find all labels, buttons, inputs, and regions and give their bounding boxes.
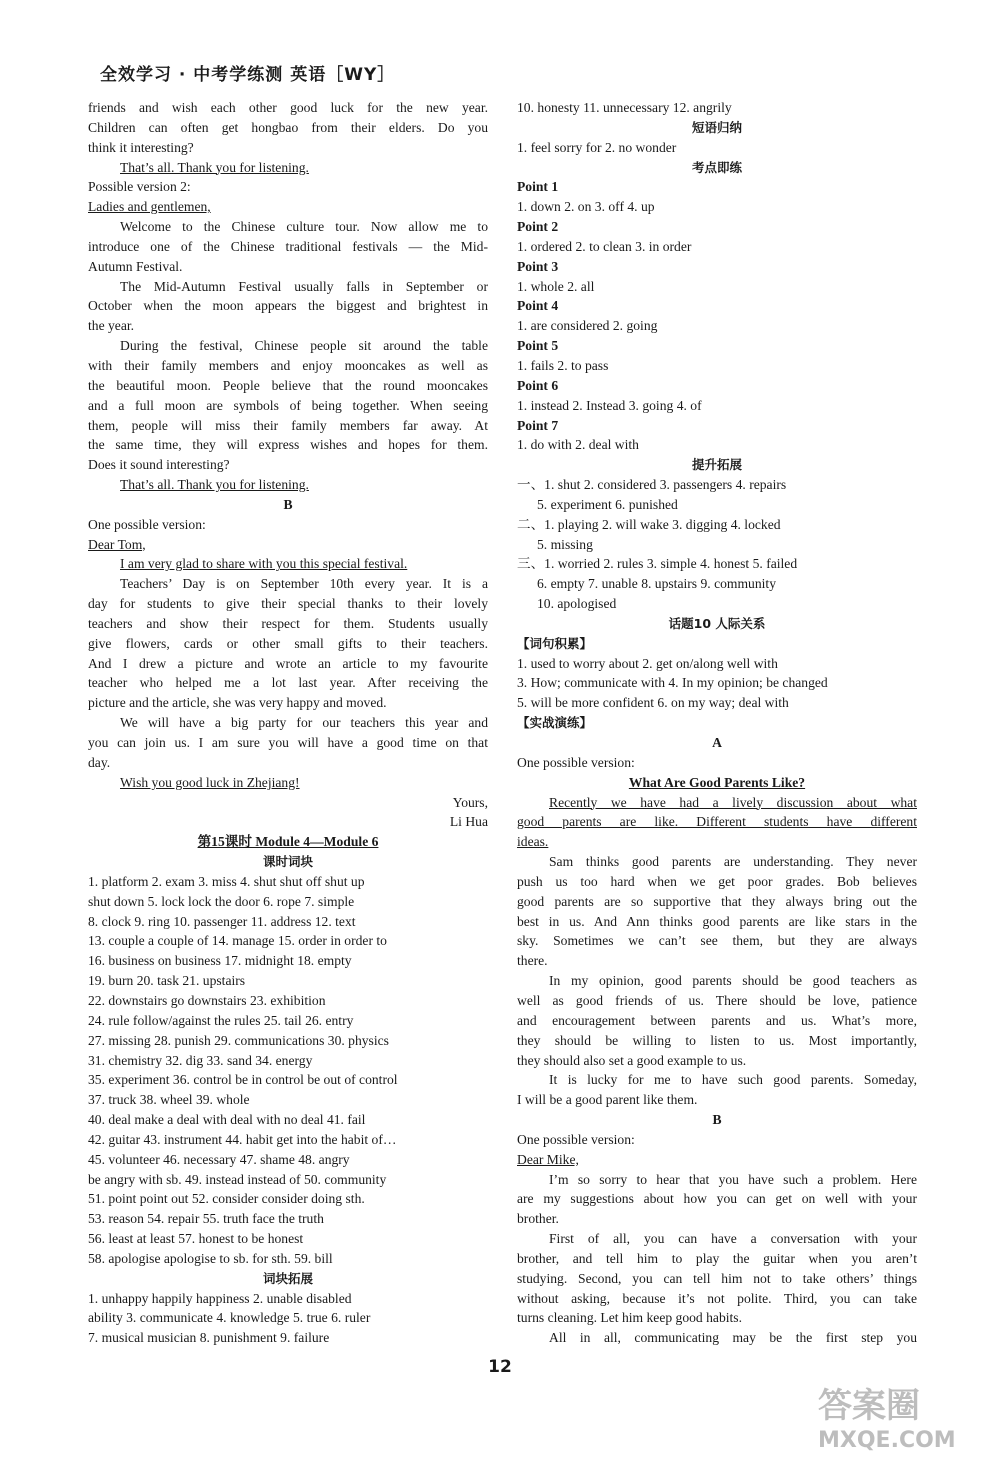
right-line: I will be a good parent like them. (517, 1092, 698, 1108)
right-line: Dear Mike, (517, 1151, 579, 1167)
left-line: Wish you good luck in Zhejiang! (120, 774, 300, 790)
left-line: day. (88, 754, 111, 770)
left-line: 19. burn 20. task 21. upstairs (88, 973, 246, 989)
right-line: I’m so sorry to hear that you have such a problem. Here (549, 1171, 917, 1187)
page-header: 全效学习 · 中考学练测 英语［WY］ (100, 65, 396, 85)
right-line: brother. (517, 1211, 559, 1227)
right-line: studying. Second, you can tell him not to take others’ things (517, 1270, 917, 1286)
left-line: them, people will miss their family members far away. At (88, 417, 488, 433)
right-line: ideas. (517, 834, 549, 850)
right-line: 1. fails 2. to pass (517, 357, 609, 373)
left-line: 22. downstairs go downstairs 23. exhibition (88, 992, 326, 1008)
left-line: 37. truck 38. wheel 39. whole (88, 1092, 250, 1108)
watermark-logo: 答案圈 (818, 1386, 920, 1426)
left-line: Children can often get hongbao from their elders. Do you (88, 119, 488, 135)
right-line: One possible version: (517, 1131, 635, 1147)
left-line: 24. rule follow/against the rules 25. tail 26. entry (88, 1012, 354, 1028)
left-line: 词块拓展 (262, 1270, 313, 1286)
right-line: without asking, because it’s not polite. Third, you can take (517, 1290, 917, 1306)
right-line: Recently we have had a lively discussion about what (549, 794, 917, 810)
right-line: Point 7 (517, 417, 559, 433)
left-line: B (283, 496, 293, 512)
right-line: 【实战演练】 (517, 715, 593, 731)
left-line: 1. platform 2. exam 3. miss 4. shut shut off shut up (88, 873, 365, 889)
right-line: push us too hard when we get poor grades. Bob believes (517, 873, 917, 889)
left-line: 35. experiment 36. control be in control be out of control (88, 1072, 398, 1088)
left-line: 58. apologise apologise to sb. for sth. 59. bill (88, 1250, 333, 1266)
right-line: Point 1 (517, 179, 559, 195)
left-line: picture and the article, she was very happy and moved. (88, 695, 387, 711)
left-line: I am very glad to share with you this special festival. (120, 556, 408, 572)
right-line: 10. honesty 11. unnecessary 12. angrily (517, 100, 732, 115)
right-line: and encouragement between parents and us. What’s more, (517, 1012, 917, 1028)
left-line: you can join us. I am sure you will have a good time on that (88, 735, 488, 750)
right-line: B (712, 1112, 722, 1128)
right-line: good parents are like. Different students have different (517, 814, 917, 830)
right-line: 1. are considered 2. going (517, 318, 658, 334)
right-line: 10. apologised (537, 596, 617, 612)
right-line: 三、1. worried 2. rules 3. simple 4. honest 5. failed (517, 556, 798, 572)
right-line: sky. Sometimes we can’t see them, but they are always (517, 933, 917, 949)
left-line: introduce one of the Chinese traditional festivals — the Mid- (88, 238, 488, 254)
right-line: well as good friends of us. There should be love, patience (517, 992, 917, 1008)
left-line: We will have a big party for our teachers this year and (120, 715, 488, 731)
right-line: 二、1. playing 2. will wake 3. digging 4. locked (517, 516, 781, 532)
left-line: 8. clock 9. ring 10. passenger 11. address 12. text (88, 913, 356, 929)
left-line: teachers and show their respect for them. Students usually (88, 615, 488, 631)
right-line: 【词句积累】 (517, 635, 593, 651)
left-line: 53. reason 54. repair 55. truth face the truth (88, 1211, 324, 1227)
right-line: 3. How; communicate with 4. In my opinion; be changed (517, 675, 828, 691)
right-line: 6. empty 7. unable 8. upstairs 9. community (537, 576, 776, 592)
right-line: First of all, you can have a conversation with your (549, 1231, 917, 1247)
left-line: Dear Tom, (88, 536, 146, 552)
right-line: 一、1. shut 2. considered 3. passengers 4. repairs (517, 477, 787, 493)
left-line: The Mid-Autumn Festival usually falls in September or (120, 278, 488, 294)
left-line: Welcome to the Chinese culture tour. Now allow me to (120, 219, 488, 235)
right-line: All in all, communicating may be the first step you (549, 1330, 917, 1346)
right-line: 话题10 人际关系 (668, 615, 766, 631)
left-line: October when the moon appears the biggest and brightest in (88, 298, 488, 314)
page-number: 12 (488, 1357, 512, 1377)
right-line: In my opinion, good parents should be good teachers as (549, 973, 917, 989)
left-line: During the festival, Chinese people sit around the table (120, 338, 488, 354)
left-line: 45. volunteer 46. necessary 47. shame 48. angry (88, 1151, 350, 1167)
left-line: 16. business on business 17. midnight 18. empty (88, 953, 352, 969)
left-line: 56. least at least 57. honest to be honest (88, 1231, 304, 1247)
right-line: What Are Good Parents Like? (628, 774, 806, 790)
right-line: 1. whole 2. all (517, 278, 595, 294)
right-line: there. (517, 953, 548, 969)
left-line: and a full moon are symbols of being together. When seeing (88, 397, 488, 413)
left-line: One possible version: (88, 516, 206, 532)
left-line: 课时词块 (262, 854, 313, 870)
right-line: 1. instead 2. Instead 3. going 4. of (517, 397, 702, 413)
left-line: 40. deal make a deal with deal with no deal 41. fail (88, 1112, 366, 1128)
right-line: 5. will be more confident 6. on my way; deal with (517, 695, 789, 711)
right-line: Point 2 (517, 219, 559, 235)
left-column (88, 98, 488, 1348)
right-line: 1. do with 2. deal with (517, 437, 639, 453)
right-line: Point 5 (517, 338, 559, 354)
right-line: 1. feel sorry for 2. no wonder (517, 139, 677, 155)
left-line: day for students to give their special thanks to their lovely (88, 596, 488, 612)
left-line: Li Hua (449, 814, 488, 830)
watermark-url: MXQE.COM (818, 1428, 956, 1453)
left-line: 42. guitar 43. instrument 44. habit get into the habit of… (88, 1131, 397, 1147)
left-line: 13. couple a couple of 14. manage 15. order in order to (88, 933, 387, 949)
right-line: 5. missing (537, 536, 593, 552)
right-line: A (712, 735, 722, 750)
right-line: 提升拓展 (691, 457, 742, 473)
left-line: give flowers, cards or other small gifts to their teachers. (88, 635, 488, 651)
left-line: the year. (88, 318, 135, 334)
right-line: 1. down 2. on 3. off 4. up (517, 199, 655, 215)
left-line: Yours, (452, 794, 488, 810)
left-line: teacher who helped me a lot last year. After receiving the (88, 675, 488, 691)
right-line: Point 3 (517, 258, 559, 274)
right-line: good parents are so supportive that they always bring out the (517, 893, 917, 909)
right-line: Point 4 (517, 298, 559, 314)
right-line: Sam thinks good parents are understanding. They never (549, 854, 917, 870)
right-line: brother, and tell him to play the guitar when you aren’t (517, 1250, 917, 1266)
left-line: think it interesting? (88, 139, 194, 155)
right-line: they should be willing to listen to us. Most importantly, (517, 1032, 917, 1048)
right-line: best in us. And Ann thinks good parents are like stars in the (517, 913, 917, 929)
left-line: Possible version 2: (88, 179, 191, 195)
left-line: friends and wish each other good luck for the new year. (88, 100, 488, 115)
right-line: they should also set a good example to us. (517, 1052, 747, 1068)
left-line: the same time, they will express wishes and hopes for them. (88, 437, 488, 453)
right-line: 短语归纳 (691, 119, 742, 135)
left-line: 51. point point out 52. consider consider doing sth. (88, 1191, 365, 1207)
right-line: One possible version: (517, 754, 635, 770)
left-line: ability 3. communicate 4. knowledge 5. true 6. ruler (88, 1310, 371, 1326)
left-line: the beautiful moon. People believe that the round mooncakes (88, 377, 488, 393)
right-line: turns cleaning. Let him keep good habits. (517, 1310, 743, 1326)
left-line: be angry with sb. 49. instead instead of 50. community (88, 1171, 387, 1187)
right-column (517, 98, 917, 1348)
left-line: Autumn Festival. (88, 258, 183, 274)
right-line: 1. ordered 2. to clean 3. in order (517, 238, 692, 254)
left-line: 7. musical musician 8. punishment 9. failure (88, 1330, 330, 1346)
right-line: 考点即练 (691, 159, 742, 175)
left-line: 27. missing 28. punish 29. communications 30. physics (88, 1032, 389, 1048)
left-line: 31. chemistry 32. dig 33. sand 34. energy (88, 1052, 313, 1068)
left-line: Ladies and gentlemen, (88, 199, 211, 215)
right-line: are my suggestions about how you can get on well with your (517, 1191, 917, 1207)
right-line: It is lucky for me to have such good parents. Someday, (549, 1072, 917, 1088)
left-line: That’s all. Thank you for listening. (120, 159, 309, 175)
left-line: 第15课时 Module 4—Module 6 (197, 834, 379, 850)
left-line: Teachers’ Day is on September 10th every year. It is a (120, 576, 488, 592)
left-line: with their family members and enjoy mooncakes as well as (88, 357, 488, 373)
left-line: That’s all. Thank you for listening. (120, 477, 309, 493)
right-line: 1. used to worry about 2. get on/along well with (517, 655, 778, 671)
right-line: 5. experiment 6. punished (537, 496, 678, 512)
right-line: Point 6 (517, 377, 559, 393)
left-line: shut down 5. lock lock the door 6. rope 7. simple (88, 893, 355, 909)
left-line: And I drew a picture and wrote an article to my favourite (88, 655, 488, 671)
left-line: Does it sound interesting? (88, 457, 230, 473)
left-line: 1. unhappy happily happiness 2. unable disabled (88, 1290, 352, 1306)
